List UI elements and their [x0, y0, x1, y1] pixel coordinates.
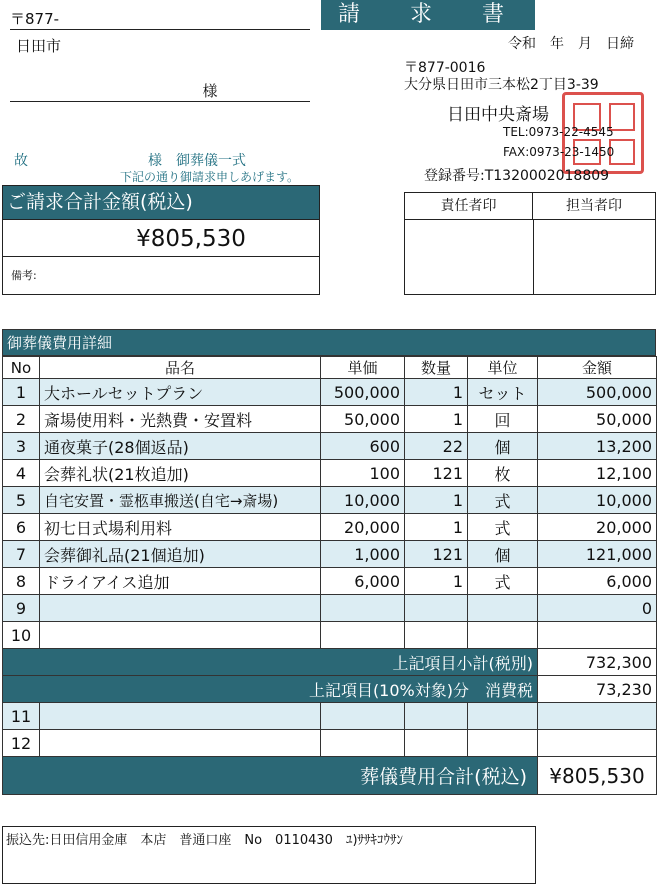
- table-row: [3, 514, 657, 541]
- row-amount: 20,000: [538, 514, 657, 541]
- subject-line: 様 御葬儀一式: [148, 153, 246, 169]
- subtotal-row: [3, 649, 657, 676]
- table-row: [3, 460, 657, 487]
- row-amount: 6,000: [538, 568, 657, 595]
- row-price: [321, 622, 405, 649]
- details-table: [2, 356, 657, 795]
- table-row: [3, 541, 657, 568]
- row-unit: [468, 595, 538, 622]
- issuer-fax: FAX:0973-23-1450: [503, 145, 615, 159]
- row-no: 3: [3, 433, 40, 460]
- table-row: [3, 433, 657, 460]
- row-amount: [538, 703, 657, 730]
- row-qty: [405, 703, 468, 730]
- grand-total-value: ¥805,530: [538, 757, 657, 795]
- row-unit: セット: [468, 379, 538, 406]
- client-city: 日田市: [16, 37, 62, 55]
- row-amount: 10,000: [538, 487, 657, 514]
- grand-total-label: 葬儀費用合計(税込): [3, 757, 538, 795]
- row-no: 8: [3, 568, 40, 595]
- row-amount: [538, 622, 657, 649]
- col-name: 品名: [40, 357, 321, 379]
- row-no: 4: [3, 460, 40, 487]
- deceased-label: 故: [14, 153, 28, 169]
- details-header-row: [3, 357, 657, 379]
- row-price: 20,000: [321, 514, 405, 541]
- row-name: [40, 730, 321, 757]
- row-name: 斎場使用料・光熱費・安置料: [40, 406, 321, 433]
- table-row: [3, 487, 657, 514]
- seal-table: [404, 192, 656, 295]
- row-qty: 1: [405, 406, 468, 433]
- tax-row: [3, 676, 657, 703]
- table-row: [3, 730, 657, 757]
- grand-total-row: [3, 757, 657, 795]
- row-name: [40, 622, 321, 649]
- row-unit: [468, 730, 538, 757]
- row-name: [40, 595, 321, 622]
- row-qty: 1: [405, 487, 468, 514]
- row-unit: 個: [468, 433, 538, 460]
- subtotal-label: 上記項目小計(税別): [3, 649, 538, 676]
- table-row: [3, 622, 657, 649]
- row-name: 会葬礼状(21枚追加): [40, 460, 321, 487]
- row-qty: 121: [405, 460, 468, 487]
- row-price: 6,000: [321, 568, 405, 595]
- issuer-address: 大分県日田市三本松2丁目3-39: [404, 77, 599, 93]
- seal-divider: [533, 220, 534, 294]
- row-qty: 121: [405, 541, 468, 568]
- row-no: 5: [3, 487, 40, 514]
- row-amount: 13,200: [538, 433, 657, 460]
- client-zip: 〒877-: [10, 8, 310, 30]
- row-name: [40, 703, 321, 730]
- row-amount: 500,000: [538, 379, 657, 406]
- bank-info: 振込先:日田信用金庫 本店 普通口座 No 0110430 ﾕ)ｻｻｷｺｳｻﾝ: [6, 833, 404, 848]
- total-amount-value: ¥805,530: [3, 219, 319, 257]
- row-amount: 0: [538, 595, 657, 622]
- row-price: 50,000: [321, 406, 405, 433]
- bank-info-box: [2, 826, 536, 884]
- row-qty: 1: [405, 568, 468, 595]
- details-section-title: 御葬儀費用詳細: [2, 329, 656, 356]
- tax-label: 上記項目(10%対象)分 消費税: [3, 676, 538, 703]
- row-name: 大ホールセットプラン: [40, 379, 321, 406]
- col-no: No: [3, 357, 40, 379]
- row-amount: 12,100: [538, 460, 657, 487]
- row-unit: 式: [468, 568, 538, 595]
- row-no: 2: [3, 406, 40, 433]
- table-row: [3, 703, 657, 730]
- row-qty: [405, 595, 468, 622]
- invoice-date: 令和 年 月 日締: [508, 36, 634, 52]
- table-row: [3, 406, 657, 433]
- row-unit: 個: [468, 541, 538, 568]
- tax-value: 73,230: [538, 676, 657, 703]
- row-price: 500,000: [321, 379, 405, 406]
- table-row: [3, 595, 657, 622]
- staff-seal-header: 担当者印: [533, 193, 655, 220]
- row-price: [321, 730, 405, 757]
- col-amount: 金額: [538, 357, 657, 379]
- row-no: 11: [3, 703, 40, 730]
- row-unit: [468, 622, 538, 649]
- document-title: 請 求 書: [321, 0, 535, 30]
- row-amount: [538, 730, 657, 757]
- row-no: 10: [3, 622, 40, 649]
- row-unit: [468, 703, 538, 730]
- row-name: 自宅安置・霊柩車搬送(自宅→斎場): [40, 487, 321, 514]
- registration-number: 登録番号:T1320002018809: [424, 168, 610, 184]
- row-unit: 式: [468, 514, 538, 541]
- row-no: 9: [3, 595, 40, 622]
- row-price: 100: [321, 460, 405, 487]
- row-unit: 回: [468, 406, 538, 433]
- row-amount: 121,000: [538, 541, 657, 568]
- row-price: [321, 595, 405, 622]
- issuer-name: 日田中央斎場: [447, 105, 549, 125]
- row-name: 通夜菓子(28個返品): [40, 433, 321, 460]
- row-qty: 1: [405, 514, 468, 541]
- row-name: 会葬御礼品(21個追加): [40, 541, 321, 568]
- row-no: 6: [3, 514, 40, 541]
- row-qty: 1: [405, 379, 468, 406]
- total-amount-label: ご請求合計金額(税込): [3, 186, 319, 219]
- issuer-zip: 〒877-0016: [404, 60, 486, 76]
- remarks-label: 備考:: [11, 269, 37, 282]
- responsible-seal-header: 責任者印: [405, 193, 533, 220]
- issuer-tel: TEL:0973-22-4545: [503, 125, 614, 139]
- row-price: 10,000: [321, 487, 405, 514]
- row-price: [321, 703, 405, 730]
- row-qty: [405, 622, 468, 649]
- row-name: 初七日式場利用料: [40, 514, 321, 541]
- row-qty: [405, 730, 468, 757]
- total-amount-box: [2, 185, 320, 295]
- row-no: 1: [3, 379, 40, 406]
- subject-note: 下記の通り御請求申しあげます。: [120, 170, 300, 184]
- row-unit: 式: [468, 487, 538, 514]
- col-qty: 数量: [405, 357, 468, 379]
- row-qty: 22: [405, 433, 468, 460]
- row-price: 1,000: [321, 541, 405, 568]
- table-row: [3, 568, 657, 595]
- table-row: [3, 379, 657, 406]
- row-no: 7: [3, 541, 40, 568]
- col-price: 単価: [321, 357, 405, 379]
- row-name: ドライアイス追加: [40, 568, 321, 595]
- row-price: 600: [321, 433, 405, 460]
- row-amount: 50,000: [538, 406, 657, 433]
- subtotal-value: 732,300: [538, 649, 657, 676]
- client-honorific: 様: [10, 80, 310, 102]
- col-unit: 単位: [468, 357, 538, 379]
- row-unit: 枚: [468, 460, 538, 487]
- row-no: 12: [3, 730, 40, 757]
